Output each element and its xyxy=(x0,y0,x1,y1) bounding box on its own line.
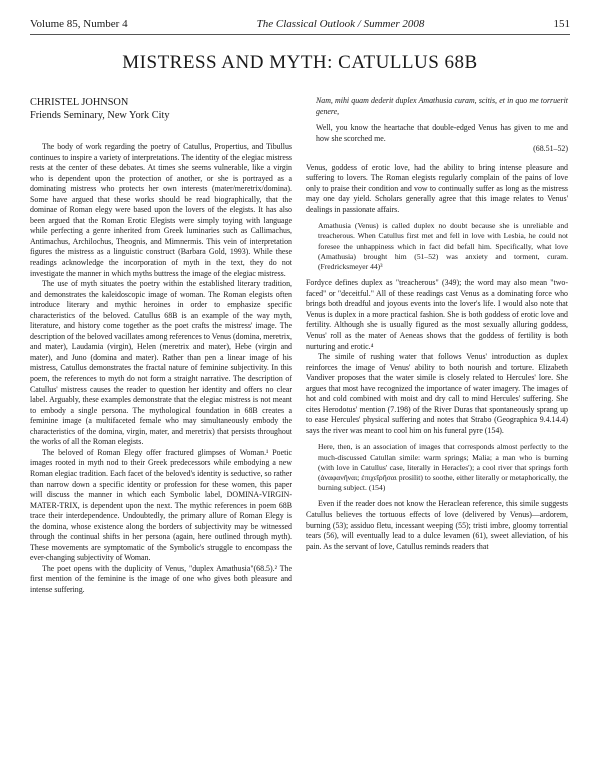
paragraph: The use of myth situates the poetry within the established literary tradition, and demonstrates the kaleidoscopic image of woman. The Roman elegists often introduce literary and mythic heroines in order to emphasize specific characteristics of the beloved. Catullus 68B is an example of the way myth, literature, and history come together as the poet crafts the mistress' image. The description of the beloved vacillates among references to Venus (domina, meretrix, and mater), Laudamia (virgin), Helen (meretrix and mater), Hebe (virgin and mater), and Juno (domina and mater). Rather than pen a linear image of his mistress, Catullus demonstrates the fractal nature of feminine subjectivity. In this poem, the references to myth do not form a straight narrative. The description of Catullus' mistress causes the reader to question her identity and offers no clear label. Arguably, these examples demonstrate that the elegiac mistress is not meant to embody a single persona. The mythological foundation in 68B creates a feminine image (a multifaceted female who may simultaneously embody the characteristics of the domina, virgin, mater, and meretrix) that persists throughout the works of all the Roman elegists. xyxy=(30,279,292,447)
epigraph-citation: (68.51–52) xyxy=(533,144,568,153)
author-block xyxy=(30,96,292,122)
header-rule xyxy=(30,34,570,35)
paragraph: The simile of rushing water that follows Venus' introduction as duplex reinforces the image of Venus' ability to both nourish and torture. Elizabeth Vandiver proposes that the water simile is closely related to Hercules' lore. She argues that most have recognized the importance of water imagery. The images of hot and cold combined with moist and dry call to mind Hercules' suffering. She cites Herodotus' mention (7.198) of the River Duras that spontaneously sprang up to ease Hercules' physical suffering and notes that Strabo (Geographica 9.4.14.4) says the river was meant to cool him on his funeral pyre (154). xyxy=(306,352,568,435)
running-header xyxy=(30,18,570,30)
epigraph-latin: Nam, mihi quam dederit duplex Amathusia curam, scitis, et in quo me torruerit genere, xyxy=(316,96,568,116)
volume-number: Volume 85, Number 4 xyxy=(30,18,128,30)
block-quote-text: Here, then, is an association of images that corresponds almost perfectly to the much-discussed Catullan simile: warm springs; Malia; a man who is burning (with love in Catullus' case, literally in Heracles'); a cool river that springs forth (ἀναφανῆναι; ἐπιχεῖρῆσαι prosilit) to soothe, either literally or metaphorically, the burning subject. (154) xyxy=(318,442,568,493)
author-affiliation: Friends Seminary, New York City xyxy=(30,110,170,121)
paragraph: The beloved of Roman Elegy offer fractured glimpses of Woman.¹ Poetic images rooted in myth nod to their Greek predecessors while embodying a new Roman elegiac tradition. Each facet of the beloved's identity is seductive, so rather than narrow down a specific identity or profession for these women, this paper will discuss the manner in which each Symbolic label, DOMINA-VIRGIN-MATER-TRIX, is dependent upon the next. The mythic references in poem 68B trace their interdependence. Undoubtedly, the primary allure of Roman Elegy is the domina, whose existence along the borders of subjectivity may be witnessed through the continual shifts in her persona (again, here outlined through myth). These movements are symptomatic of the Symbolic's struggle to encompass the ever-changing subjectivity of Woman. xyxy=(30,447,292,563)
epigraph xyxy=(306,96,568,155)
paragraph: Even if the reader does not know the Heraclean reference, this simile suggests Catullus believes the tortuous effects of love (delivered by Venus)—ardorem, burning (53); assiduo fletu, incessant weeping (55); tristi imbre, gloomy torrential tears (56), will eventually lead to a dulce levamen (61), sweet alleviation, of his pain. As the servant of love, Catullus reminds readers that xyxy=(306,499,568,551)
author-name: CHRISTEL JOHNSON xyxy=(30,97,129,108)
block-quote xyxy=(318,221,568,272)
paragraph: Venus, goddess of erotic love, had the ability to bring intense pleasure and suffering to lovers. The Roman elegists regularly complain of the pains of love only to praise their condition and vow to continually suffer as long as the mistress may one day yield. Scholars generally agree that this image relates to Venus' dealings in passionate affairs. xyxy=(306,162,568,214)
block-quote xyxy=(318,442,568,493)
block-quote-text: Amathusia (Venus) is called duplex no doubt because she is unreliable and treacherous. When Catullus first met and fell in love with Lesbia, he could not foresee the unhappiness which in fact did befall him. Specifically, what love (Amathusia) brought him (51–52) was anxiety and torment, curam. (Fredricksmeyer 44)³ xyxy=(318,221,568,272)
paragraph: Fordyce defines duplex as "treacherous" (349); the word may also mean "two-faced" or "deceitful." All of these readings cast Venus as a dominating force who brings both dreadful and joyous events into the lover's life. I would also note that Venus is duplex in a more practical fashion. She is both goddess of erotic love and fertility. Although she is usually figured as the most sexually alluring goddess, Venus' roll as the mater of Aeneas shows that the goddess of fertility is both nurturing and erotic.⁴ xyxy=(306,278,568,351)
right-column xyxy=(306,96,568,552)
paragraph: The body of work regarding the poetry of Catullus, Propertius, and Tibullus continues to inspire a variety of interpretations. The identity of the elegiac mistress rests at the center of these debates. At times she seems vulnerable, like a virgin who is dependent upon the protection of another, or she is portrayed as a dominating mistress who protects her own interests (mater/meretrix/domina). Some have argued that these works should be read biographically, that the dominae of Roman elegy were based upon the lovers of the elegists. It has also been argued that the Roman Erotic Elegists were simply toying with language while perfecting a genre inherited from Greek luminaries such as Callimachus, Antimachus, Archilochus, Theognis, and Mimnermis. This vein of interpretation figures the mistress as a linguistic construct (Barbara Gold, 1993). While these readings acknowledge the incorporation of myth in the text, they do not investigate the manner in which myths buttress the image of the elegiac mistress. xyxy=(30,142,292,278)
paragraph: The poet opens with the duplicity of Venus, "duplex Amathusia"(68.5).² The first mention of the feminine is the image of one who gives both pleasure and intense suffering. xyxy=(30,563,292,594)
article-title: MISTRESS AND MYTH: CATULLUS 68B xyxy=(122,52,478,73)
left-column xyxy=(30,96,292,596)
epigraph-english: Well, you know the heartache that double-edged Venus has given to me and how she scorched me. xyxy=(316,123,568,143)
journal-issue: The Classical Outlook / Summer 2008 xyxy=(256,18,425,30)
page-number: 151 xyxy=(553,18,570,30)
